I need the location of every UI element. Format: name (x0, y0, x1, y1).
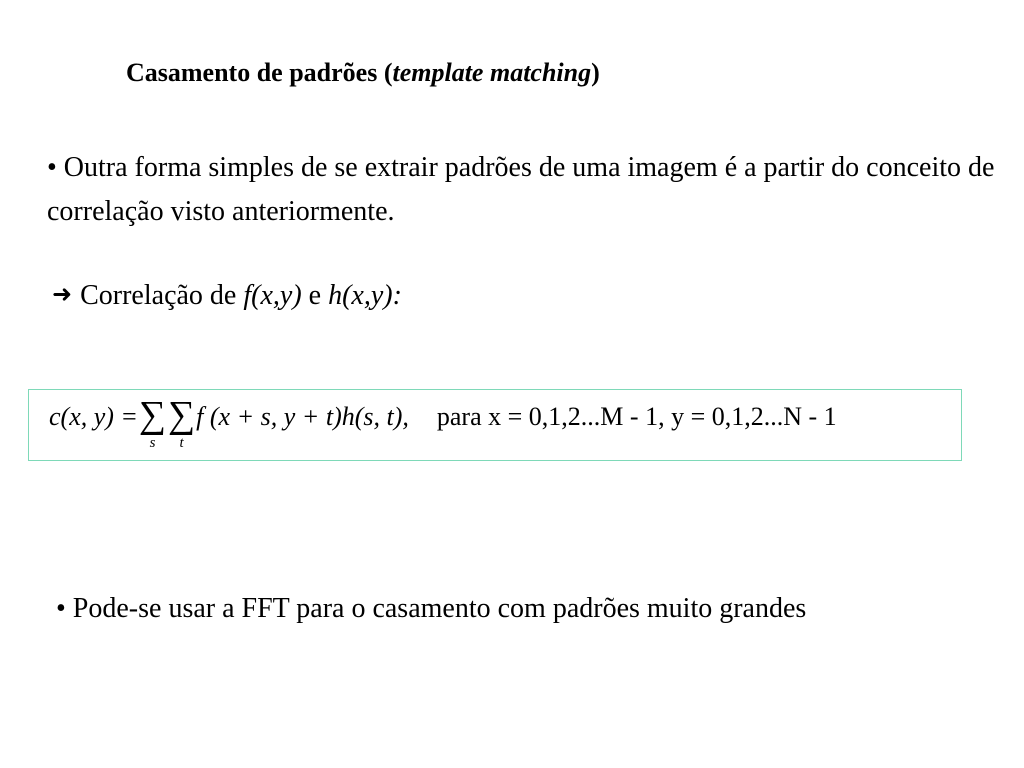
bullet-paragraph-1: • Outra forma simples de se extrair padrões de uma imagem é a partir do conceito de correlação visto anteriormente. (47, 152, 995, 227)
sum-symbol-icon: ∑ (138, 394, 167, 436)
formula-box (28, 389, 962, 461)
correlation-and: e (301, 280, 329, 311)
formula-condition: para x = 0,1,2...M - 1, y = 0,1,2...N - 1 (436, 402, 837, 431)
correlation-line (52, 280, 402, 312)
slide-title (126, 58, 600, 88)
title-main: Casamento de padrões ( (126, 58, 393, 87)
bullet-paragraph-2: • Pode-se usar a FFT para o casamento com padrões muito grandes (56, 593, 807, 624)
sum-symbol-icon: ∑ (168, 394, 196, 436)
title-close: ) (591, 58, 600, 87)
right-arrow-icon: ➜ (52, 280, 73, 308)
correlation-text: Correlação de (80, 280, 244, 311)
correlation-formula (49, 394, 837, 456)
formula-lhs: c(x, y) = (49, 402, 138, 431)
sum-index-t: t (179, 435, 184, 451)
function-f: f(x,y) (243, 280, 302, 311)
title-emphasis: template matching (392, 58, 592, 87)
sum-s (139, 396, 166, 450)
function-h: h(x,y): (328, 280, 402, 311)
sum-index-s: s (149, 435, 156, 451)
formula-body: f (x + s, y + t)h(s, t), (196, 402, 409, 431)
sum-t (168, 396, 195, 450)
